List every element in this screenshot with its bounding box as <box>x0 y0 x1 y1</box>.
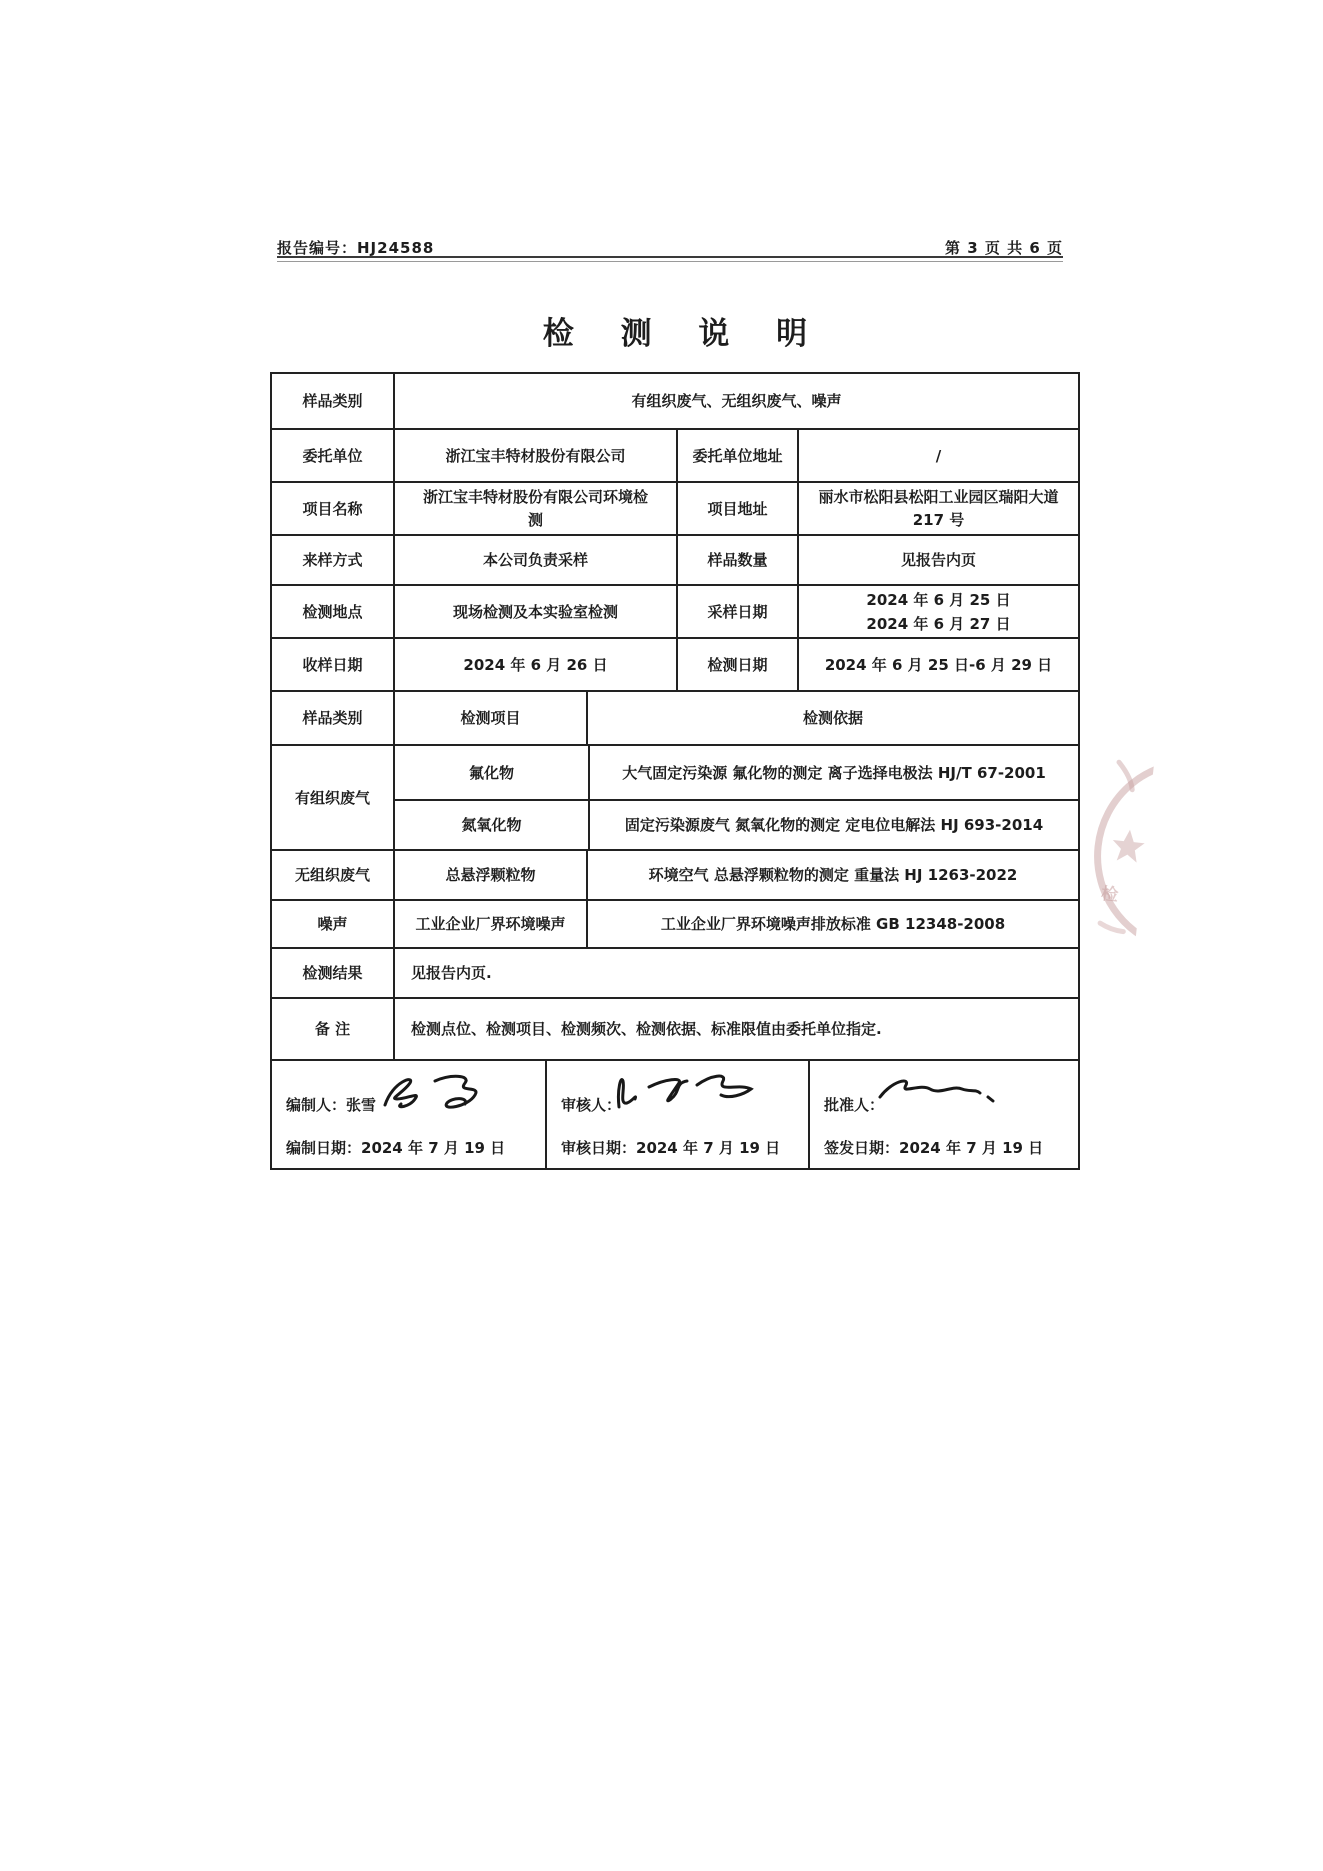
sample-quantity-value: 见报告内页 <box>797 536 1078 584</box>
test-location-value: 现场检测及本实验室检测 <box>393 586 676 637</box>
reviewer-signature-image <box>609 1065 759 1119</box>
table-row <box>395 746 1078 799</box>
table-row <box>272 374 1078 428</box>
table-row <box>272 534 1078 584</box>
test-result-label: 检测结果 <box>302 964 363 982</box>
fluoride-basis: 大气固定污染源 氟化物的测定 离子选择电极法 HJ/T 67-2001 <box>588 746 1078 799</box>
client-address-label: 委托单位地址 <box>676 430 797 481</box>
signoff-row <box>272 1059 1078 1168</box>
tsp-basis: 环境空气 总悬浮颗粒物的测定 重量法 HJ 1263-2022 <box>586 851 1078 899</box>
preparer-cell <box>272 1061 545 1168</box>
info-table <box>270 372 1080 1170</box>
project-name-label: 项目名称 <box>302 499 363 518</box>
reviewer-name: 审核人： <box>561 1096 622 1114</box>
methods-category-header: 样品类别 <box>302 709 363 727</box>
nox-item: 氮氧化物 <box>461 816 522 834</box>
client-value: 浙江宝丰特材股份有限公司 <box>393 430 676 481</box>
table-row <box>272 899 1078 947</box>
table-row <box>272 947 1078 997</box>
seal-star-icon <box>1111 828 1146 863</box>
organized-gas-category: 有组织废气 <box>294 788 370 807</box>
table-row <box>272 637 1078 690</box>
fluoride-item: 氟化物 <box>468 763 514 782</box>
organized-gas-subrows <box>393 746 1078 849</box>
methods-basis-header: 检测依据 <box>586 692 1078 744</box>
sampling-date-line2: 2024 年 6 月 27 日 <box>866 614 1011 633</box>
sample-quantity-label: 样品数量 <box>676 536 797 584</box>
sampling-date-label: 采样日期 <box>676 586 797 637</box>
approver-name: 批准人： <box>824 1096 885 1114</box>
page-indicator: 第 3 页 共 6 页 <box>945 239 1063 257</box>
unorganized-gas-category: 无组织废气 <box>294 866 370 884</box>
sampling-method-value: 本公司负责采样 <box>393 536 676 584</box>
table-row <box>272 997 1078 1059</box>
project-name-value: 浙江宝丰特材股份有限公司环境检测 <box>393 483 676 534</box>
sampling-date-value <box>797 586 1078 637</box>
report-number: 报告编号：HJ24588 <box>277 239 435 257</box>
table-row <box>272 428 1078 481</box>
preparer-date: 编制日期：2024 年 7 月 19 日 <box>286 1139 506 1157</box>
tsp-item: 总悬浮颗粒物 <box>393 851 586 899</box>
preparer-signature-image <box>377 1069 497 1121</box>
header-rule <box>277 256 1063 262</box>
methods-header-row <box>272 690 1078 744</box>
red-seal-stamp <box>1070 745 1156 951</box>
remarks-value: 检测点位、检测项目、检测频次、检测依据、标准限值由委托单位指定. <box>393 999 1078 1059</box>
project-address-value: 丽水市松阳县松阳工业园区瑞阳大道 217 号 <box>797 483 1078 534</box>
test-result-value: 见报告内页. <box>393 949 1078 997</box>
sampling-method-label: 来样方式 <box>302 551 363 569</box>
approver-cell <box>808 1061 1078 1168</box>
test-date-value: 2024 年 6 月 25 日-6 月 29 日 <box>797 639 1078 690</box>
approver-date: 签发日期：2024 年 7 月 19 日 <box>824 1139 1044 1157</box>
sample-type-label: 样品类别 <box>302 392 363 410</box>
client-address-value: / <box>797 430 1078 481</box>
preparer-name: 编制人：张雪 <box>286 1096 377 1114</box>
receive-date-value: 2024 年 6 月 26 日 <box>393 639 676 690</box>
approver-signature-image <box>872 1069 1002 1113</box>
table-row <box>395 799 1078 849</box>
client-label: 委托单位 <box>302 446 363 465</box>
remarks-label: 备 注 <box>314 1020 351 1038</box>
reviewer-cell <box>545 1061 808 1168</box>
test-location-label: 检测地点 <box>302 602 363 621</box>
table-row <box>272 481 1078 534</box>
receive-date-label: 收样日期 <box>302 655 363 674</box>
project-address-label: 项目地址 <box>676 483 797 534</box>
nox-basis: 固定污染源废气 氮氧化物的测定 定电位电解法 HJ 693-2014 <box>588 801 1078 849</box>
organized-gas-rows <box>272 744 1078 849</box>
noise-category: 噪声 <box>317 915 348 933</box>
noise-basis: 工业企业厂界环境噪声排放标准 GB 12348-2008 <box>586 901 1078 947</box>
page-title: 检 测 说 明 <box>542 316 826 352</box>
noise-item: 工业企业厂界环境噪声 <box>393 901 586 947</box>
sample-type-value: 有组织废气、无组织废气、噪声 <box>393 374 1078 428</box>
reviewer-date: 审核日期：2024 年 7 月 19 日 <box>561 1139 781 1157</box>
seal-character: 检 <box>1100 884 1120 906</box>
table-row <box>272 584 1078 637</box>
methods-item-header: 检测项目 <box>393 692 586 744</box>
sampling-date-line1: 2024 年 6 月 25 日 <box>866 590 1011 609</box>
table-row <box>272 849 1078 899</box>
test-date-label: 检测日期 <box>676 639 797 690</box>
